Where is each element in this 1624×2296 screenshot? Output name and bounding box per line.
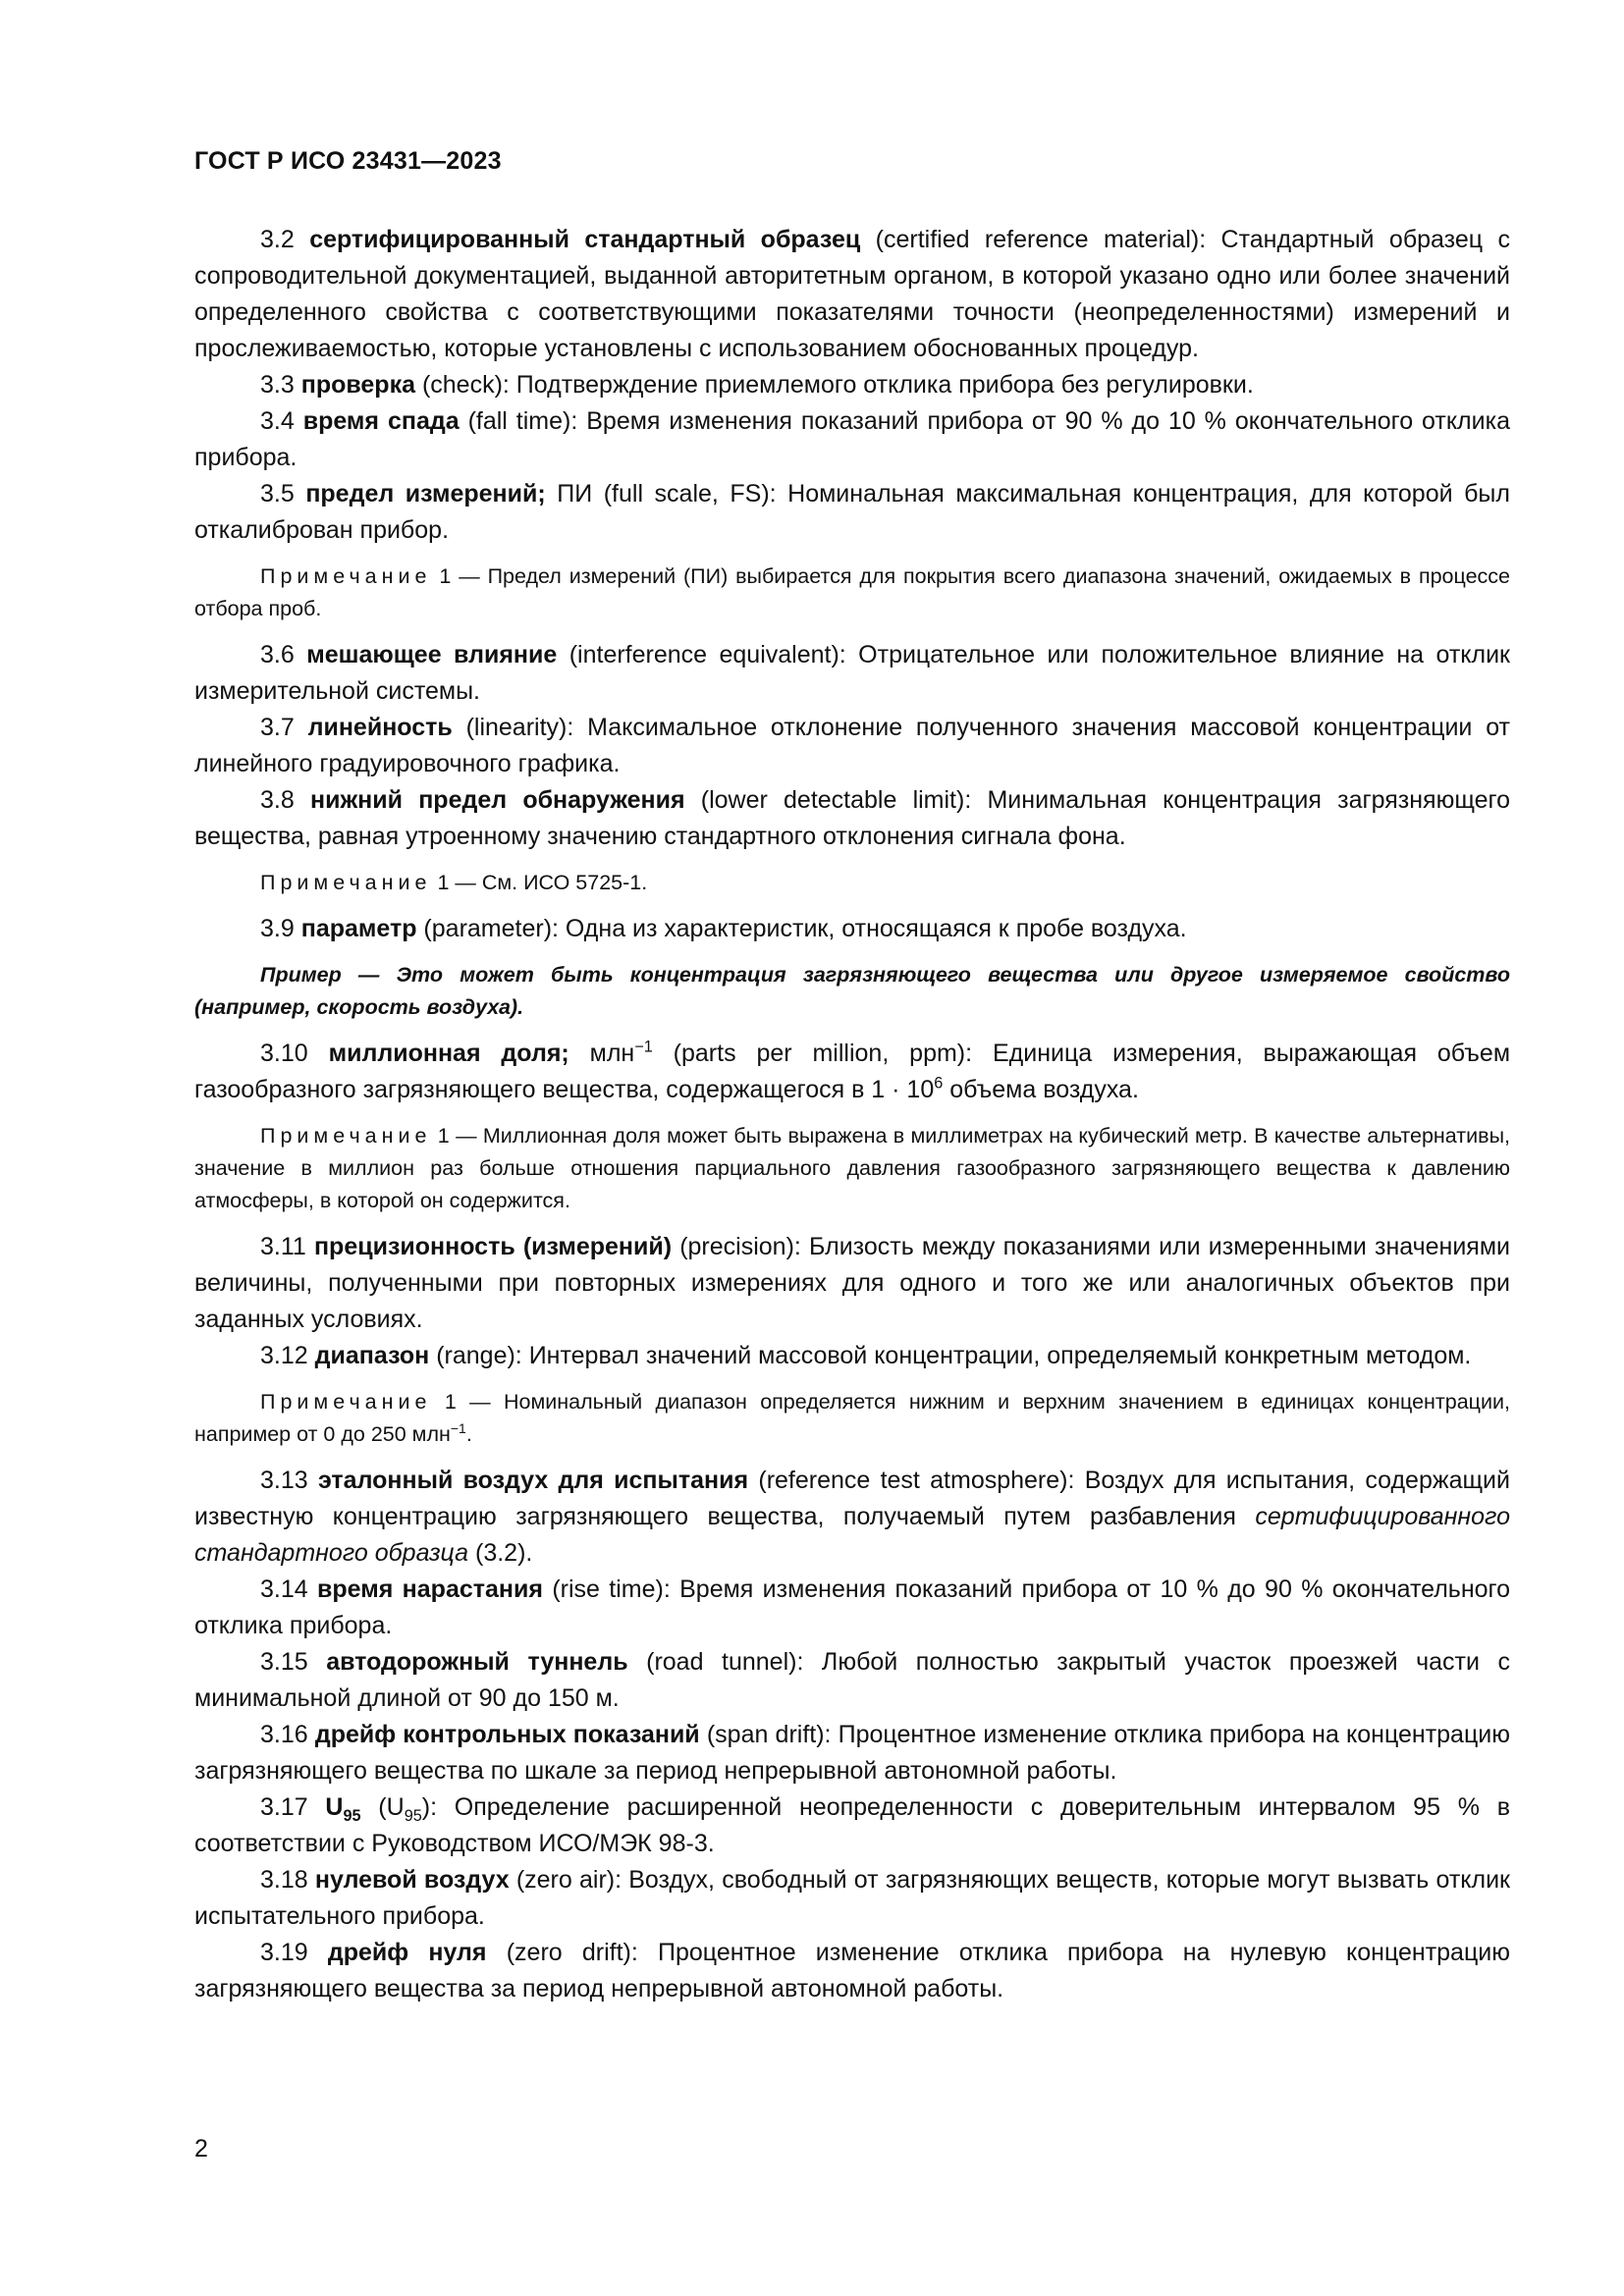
term-name: [325, 1793, 361, 1825]
note-text: — Миллионная доля может быть выражена в миллиметрах на кубический метр. В качестве альтернативы, значение в миллион раз больше отношения парциального давления газообразного загрязняющего вещества к давлению атмосферы, в которой он содержится.: [194, 1124, 1510, 1212]
term-definition: (parts per million, ppm): Единица измерения, выражающая объем газообразного загрязняющего вещества, содержащегося в 1 · 10: [194, 1040, 1511, 1103]
note-number: 1: [437, 1124, 450, 1148]
term-entry: [194, 1644, 1510, 1717]
term-number: 3.13: [260, 1467, 308, 1494]
term-name: линейность: [307, 714, 453, 741]
term-definition: (zero air): Воздух, свободный от загрязняющих веществ, которые могут вызвать отклик испытательного прибора.: [194, 1866, 1510, 1930]
term-definition: (road tunnel): Любой полностью закрытый участок проезжей части с минимальной длиной от 90 до 150 м.: [194, 1648, 1510, 1712]
term-number: 3.12: [260, 1342, 308, 1369]
term-name: время спада: [302, 407, 460, 435]
term-entry: [194, 1463, 1510, 1572]
term-name: нижний предел обнаружения: [309, 786, 685, 814]
term-definition: (linearity): Максимальное отклонение полученного значения массовой концентрации от линейного градуировочного графика.: [194, 714, 1511, 777]
note-number: 1: [444, 1390, 457, 1414]
term-entry: [194, 1862, 1510, 1935]
term-reference: сертифицированного стандартного образца: [194, 1503, 1510, 1567]
term-name: время нарастания: [317, 1575, 543, 1603]
term-entry: [194, 1338, 1510, 1374]
subscript: 95: [404, 1807, 422, 1825]
term-definition: (zero drift): Процентное изменение отклика прибора на нулевую концентрацию загрязняющего вещества за период непрерывной автономной работы.: [194, 1939, 1510, 2002]
term-number: 3.11: [260, 1233, 306, 1260]
note-text: .: [465, 1422, 472, 1446]
term-definition: млн: [568, 1040, 635, 1067]
page-number: 2: [194, 2135, 208, 2163]
note: [194, 561, 1510, 625]
term-number: 3.4: [260, 407, 295, 435]
note-number: 1: [437, 871, 450, 894]
term-number: 3.17: [260, 1793, 308, 1821]
term-name: прецизионность (измерений): [313, 1233, 673, 1260]
term-entry: [194, 782, 1510, 855]
note-number: 1: [439, 564, 452, 588]
note-text: — См. ИСО 5725-1.: [449, 871, 648, 894]
term-number: 3.16: [260, 1721, 308, 1748]
note: [194, 1120, 1510, 1217]
term-definition: (range): Интервал значений массовой концентрации, определяемый конкретным методом.: [429, 1342, 1472, 1369]
term-number: 3.5: [260, 480, 295, 507]
term-name: проверка: [300, 371, 415, 399]
subscript: 95: [343, 1807, 361, 1825]
term-name: диапазон: [314, 1342, 430, 1369]
term-number: 3.10: [260, 1040, 308, 1067]
term-entry: [194, 1036, 1510, 1108]
term-name: предел измерений;: [305, 480, 546, 507]
note: [194, 867, 1510, 899]
term-definition: (fall time): Время изменения показаний прибора от 90 % до 10 % окончательного отклика прибора.: [194, 407, 1511, 471]
term-entry: [194, 1572, 1510, 1644]
term-definition: (interference equivalent): Отрицательное или положительное влияние на отклик измерительной системы.: [194, 641, 1510, 705]
term-definition: (span drift): Процентное изменение отклика прибора на концентрацию загрязняющего вещества по шкале за период непрерывной автономной работы.: [194, 1721, 1510, 1785]
term-name: нулевой воздух: [314, 1866, 510, 1894]
term-number: 3.18: [260, 1866, 308, 1894]
term-entry: [194, 222, 1510, 367]
term-entry: [194, 710, 1510, 782]
term-entry: [194, 1717, 1510, 1789]
term-entry: [194, 1935, 1510, 2007]
term-number: 3.6: [260, 641, 295, 668]
term-definition: (rise time): Время изменения показаний прибора от 10 % до 90 % окончательного отклика прибора.: [194, 1575, 1511, 1639]
term-name: сертифицированный стандартный образец: [309, 226, 861, 253]
term-definition: (3.2).: [468, 1539, 533, 1567]
term-name: эталонный воздух для испытания: [317, 1467, 749, 1494]
note-label: Примечание: [260, 1124, 432, 1148]
term-definition: (precision): Близость между показаниями или измеренными значениями величины, полученными при повторных измерениях для одного и того же или аналогичных объектов при заданных условиях.: [194, 1233, 1510, 1333]
term-name: параметр: [300, 915, 417, 942]
term-definition: (check): Подтверждение приемлемого отклика прибора без регулировки.: [415, 371, 1254, 399]
superscript: −1: [634, 1038, 653, 1056]
term-name: дрейф нуля: [327, 1939, 487, 1966]
term-definition: ПИ (full scale, FS): Номинальная максимальная концентрация, для которой был откалиброван прибор.: [194, 480, 1510, 544]
example: Пример — Это может быть концентрация загрязняющего вещества или другое измеряемое свойство (например, скорость воздуха).: [194, 963, 1510, 1019]
note-text: — Номинальный диапазон определяется нижним и верхним значением в единицах концентрации, например от 0 до 250 млн: [194, 1390, 1510, 1446]
term-number: 3.14: [260, 1575, 308, 1603]
term-name: миллионная доля;: [328, 1040, 569, 1067]
term-entry: [194, 403, 1510, 476]
term-entry: [194, 1789, 1510, 1862]
term-entry: [194, 911, 1510, 947]
term-number: 3.3: [260, 371, 295, 399]
term-definition: (parameter): Одна из характеристик, относящаяся к пробе воздуха.: [416, 915, 1187, 942]
term-entry: [194, 637, 1510, 710]
term-definition: (certified reference material): Стандартный образец с сопроводительной документацией, выданной авторитетным органом, в которой указано одно или более значений определенного свойства с соответствующими показателями точности (неопределенностями) измерений и прослеживаемостью, которые установлены с использованием обоснованных процедур.: [194, 226, 1510, 362]
note-label: Примечание: [260, 871, 432, 894]
term-number: 3.8: [260, 786, 295, 814]
superscript: −1: [450, 1419, 466, 1436]
note: [194, 1386, 1510, 1451]
term-entry: [194, 1229, 1510, 1338]
term-name: дрейф контрольных показаний: [314, 1721, 700, 1748]
term-symbol: U: [325, 1793, 344, 1821]
term-number: 3.19: [260, 1939, 308, 1966]
document-header: ГОСТ Р ИСО 23431—2023: [194, 147, 502, 175]
term-entry: [194, 476, 1510, 549]
term-definition: (U: [360, 1793, 405, 1821]
term-definition: ): Определение расширенной неопределенности с доверительным интервалом 95 % в соответствии с Руководством ИСО/МЭК 98-3.: [194, 1793, 1510, 1857]
term-number: 3.7: [260, 714, 295, 741]
superscript: 6: [934, 1074, 944, 1093]
term-definition: (lower detectable limit): Минимальная концентрация загрязняющего вещества, равная утроенному значению стандартного отклонения сигнала фона.: [194, 786, 1510, 850]
term-number: 3.15: [260, 1648, 308, 1676]
term-name: автодорожный туннель: [326, 1648, 628, 1676]
note-label: Примечание: [260, 1390, 432, 1414]
term-number: 3.9: [260, 915, 295, 942]
terms-content: [194, 222, 1510, 2007]
note-label: Примечание: [260, 564, 432, 588]
term-definition: объема воздуха.: [943, 1076, 1139, 1103]
term-number: 3.2: [260, 226, 295, 253]
note-text: — Предел измерений (ПИ) выбирается для покрытия всего диапазона значений, ожидаемых в процессе отбора проб.: [194, 564, 1510, 620]
term-entry: [194, 367, 1510, 403]
term-name: мешающее влияние: [306, 641, 558, 668]
term-definition: (reference test atmosphere): Воздух для испытания, содержащий известную концентрацию загрязняющего вещества, получаемый путем разбавления: [194, 1467, 1510, 1530]
